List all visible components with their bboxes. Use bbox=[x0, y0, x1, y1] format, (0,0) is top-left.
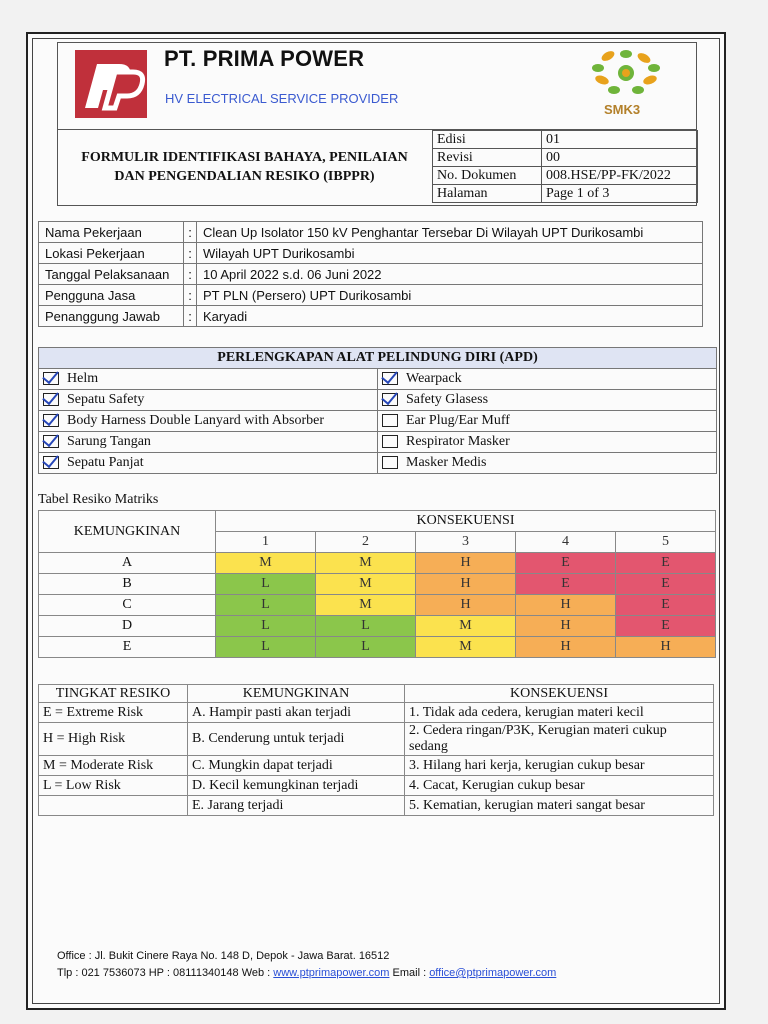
matrix-cell: L bbox=[316, 616, 416, 637]
apd-row bbox=[39, 390, 717, 411]
meta-row bbox=[433, 185, 698, 203]
legend-kemungkinan: D. Kecil kemungkinan terjadi bbox=[188, 776, 405, 796]
apd-checkbox[interactable] bbox=[382, 372, 398, 385]
matrix-col-label: 3 bbox=[416, 532, 516, 553]
apd-item-label: Sepatu Panjat bbox=[67, 455, 144, 470]
matrix-cell: E bbox=[516, 574, 616, 595]
info-key: Pengguna Jasa bbox=[39, 285, 184, 306]
job-info-table bbox=[38, 221, 703, 327]
footer bbox=[57, 948, 556, 982]
meta-key: No. Dokumen bbox=[433, 167, 542, 185]
info-row bbox=[39, 264, 703, 285]
apd-row bbox=[39, 411, 717, 432]
matrix-row-label: A bbox=[39, 553, 216, 574]
apd-item-label: Helm bbox=[67, 371, 99, 386]
website-link[interactable]: www.ptprimapower.com bbox=[273, 967, 390, 979]
legend-konsekuensi: 3. Hilang hari kerja, kerugian cukup besar bbox=[405, 756, 714, 776]
apd-checkbox[interactable] bbox=[382, 435, 398, 448]
matrix-row bbox=[39, 616, 716, 637]
meta-value: 00 bbox=[542, 149, 698, 167]
legend-row bbox=[39, 703, 714, 723]
matrix-cell: M bbox=[316, 574, 416, 595]
apd-item-label: Respirator Masker bbox=[406, 434, 510, 449]
apd-checkbox[interactable] bbox=[382, 456, 398, 469]
meta-value: Page 1 of 3 bbox=[542, 185, 698, 203]
matrix-row-header: KEMUNGKINAN bbox=[39, 511, 216, 553]
matrix-row-label: D bbox=[39, 616, 216, 637]
legend-header: TINGKAT RESIKO bbox=[39, 685, 188, 703]
legend-tingkat: H = High Risk bbox=[39, 723, 188, 756]
legend-konsekuensi: 2. Cedera ringan/P3K, Kerugian materi cukup sedang bbox=[405, 723, 714, 756]
info-separator: : bbox=[184, 285, 197, 306]
matrix-cell: E bbox=[516, 553, 616, 574]
matrix-cell: E bbox=[616, 595, 716, 616]
apd-item-label: Sarung Tangan bbox=[67, 434, 151, 449]
legend-kemungkinan: C. Mungkin dapat terjadi bbox=[188, 756, 405, 776]
legend-kemungkinan: E. Jarang terjadi bbox=[188, 796, 405, 816]
legend-kemungkinan: A. Hampir pasti akan terjadi bbox=[188, 703, 405, 723]
apd-item-label: Masker Medis bbox=[406, 455, 487, 470]
info-key: Penanggung Jawab bbox=[39, 306, 184, 327]
matrix-cell: H bbox=[416, 574, 516, 595]
matrix-cell: M bbox=[216, 553, 316, 574]
meta-row bbox=[433, 167, 698, 185]
matrix-cell: H bbox=[516, 595, 616, 616]
apd-item bbox=[378, 390, 717, 411]
matrix-col-header: KONSEKUENSI bbox=[216, 511, 716, 532]
footer-address: Office : Jl. Bukit Cinere Raya No. 148 D, Depok - Jawa Barat. 16512 bbox=[57, 950, 390, 962]
matrix-cell: L bbox=[216, 637, 316, 658]
footer-phone: Tlp : 021 7536073 HP : 08111340148 Web : bbox=[57, 967, 274, 979]
footer-email-label: Email : bbox=[389, 967, 430, 979]
form-title-line2: DAN PENGENDALIAN RESIKO (IBPPR) bbox=[114, 169, 375, 184]
apd-item bbox=[39, 453, 378, 474]
document-meta-table bbox=[432, 130, 698, 203]
matrix-cell: H bbox=[416, 553, 516, 574]
info-value: Wilayah UPT Durikosambi bbox=[197, 243, 703, 264]
info-value: PT PLN (Persero) UPT Durikosambi bbox=[197, 285, 703, 306]
meta-key: Edisi bbox=[433, 131, 542, 149]
matrix-cell: L bbox=[216, 595, 316, 616]
meta-row bbox=[433, 149, 698, 167]
apd-item-label: Sepatu Safety bbox=[67, 392, 145, 407]
apd-checkbox[interactable] bbox=[43, 414, 59, 427]
risk-matrix bbox=[38, 510, 716, 658]
apd-row bbox=[39, 432, 717, 453]
footer-contact bbox=[57, 965, 556, 982]
legend-row bbox=[39, 756, 714, 776]
matrix-cell: H bbox=[616, 637, 716, 658]
matrix-cell: H bbox=[516, 616, 616, 637]
info-separator: : bbox=[184, 306, 197, 327]
meta-key: Halaman bbox=[433, 185, 542, 203]
meta-value: 008.HSE/PP-FK/2022 bbox=[542, 167, 698, 185]
apd-item bbox=[39, 390, 378, 411]
legend-kemungkinan: B. Cenderung untuk terjadi bbox=[188, 723, 405, 756]
matrix-col-label: 2 bbox=[316, 532, 416, 553]
apd-checkbox[interactable] bbox=[43, 456, 59, 469]
legend-row bbox=[39, 723, 714, 756]
legend-konsekuensi: 1. Tidak ada cedera, kerugian materi kecil bbox=[405, 703, 714, 723]
matrix-cell: H bbox=[416, 595, 516, 616]
apd-item bbox=[39, 432, 378, 453]
matrix-cell: L bbox=[316, 637, 416, 658]
matrix-cell: L bbox=[216, 616, 316, 637]
legend-tingkat: E = Extreme Risk bbox=[39, 703, 188, 723]
legend-row bbox=[39, 796, 714, 816]
legend-header: KEMUNGKINAN bbox=[188, 685, 405, 703]
form-title bbox=[57, 148, 432, 186]
meta-row bbox=[433, 131, 698, 149]
matrix-row-label: E bbox=[39, 637, 216, 658]
apd-item bbox=[378, 432, 717, 453]
matrix-title: Tabel Resiko Matriks bbox=[38, 492, 159, 507]
matrix-row bbox=[39, 637, 716, 658]
matrix-cell: M bbox=[416, 637, 516, 658]
smk3-label: SMK3 bbox=[604, 102, 641, 117]
legend-row bbox=[39, 776, 714, 796]
info-separator: : bbox=[184, 243, 197, 264]
info-row bbox=[39, 306, 703, 327]
matrix-row-label: B bbox=[39, 574, 216, 595]
matrix-cell: H bbox=[516, 637, 616, 658]
matrix-col-label: 5 bbox=[616, 532, 716, 553]
info-separator: : bbox=[184, 264, 197, 285]
info-key: Nama Pekerjaan bbox=[39, 222, 184, 243]
matrix-row bbox=[39, 553, 716, 574]
apd-title: PERLENGKAPAN ALAT PELINDUNG DIRI (APD) bbox=[39, 348, 717, 369]
matrix-row-label: C bbox=[39, 595, 216, 616]
info-value: 10 April 2022 s.d. 06 Juni 2022 bbox=[197, 264, 703, 285]
legend-tingkat: M = Moderate Risk bbox=[39, 756, 188, 776]
matrix-cell: M bbox=[316, 553, 416, 574]
matrix-col-label: 4 bbox=[516, 532, 616, 553]
info-row bbox=[39, 222, 703, 243]
meta-key: Revisi bbox=[433, 149, 542, 167]
legend-header: KONSEKUENSI bbox=[405, 685, 714, 703]
matrix-cell: M bbox=[416, 616, 516, 637]
legend-tingkat: L = Low Risk bbox=[39, 776, 188, 796]
matrix-cell: E bbox=[616, 553, 716, 574]
apd-table bbox=[38, 347, 717, 474]
info-row bbox=[39, 243, 703, 264]
info-value: Karyadi bbox=[197, 306, 703, 327]
info-row bbox=[39, 285, 703, 306]
matrix-cell: L bbox=[216, 574, 316, 595]
apd-checkbox[interactable] bbox=[382, 414, 398, 427]
apd-item bbox=[378, 369, 717, 390]
apd-checkbox[interactable] bbox=[382, 393, 398, 406]
matrix-col-label: 1 bbox=[216, 532, 316, 553]
apd-item-label: Wearpack bbox=[406, 371, 462, 386]
apd-item-label: Safety Glasess bbox=[406, 392, 489, 407]
apd-checkbox[interactable] bbox=[43, 435, 59, 448]
matrix-cell: E bbox=[616, 574, 716, 595]
info-key: Tanggal Pelaksanaan bbox=[39, 264, 184, 285]
smk3-logo bbox=[588, 46, 668, 118]
company-name: PT. PRIMA POWER bbox=[164, 46, 365, 71]
legend-konsekuensi: 5. Kematian, kerugian materi sangat besar bbox=[405, 796, 714, 816]
legend-tingkat bbox=[39, 796, 188, 816]
apd-checkbox[interactable] bbox=[43, 372, 59, 385]
apd-item bbox=[39, 411, 378, 432]
apd-item bbox=[378, 411, 717, 432]
apd-item-label: Ear Plug/Ear Muff bbox=[406, 413, 510, 428]
apd-item bbox=[39, 369, 378, 390]
apd-checkbox[interactable] bbox=[43, 393, 59, 406]
company-tagline: HV ELECTRICAL SERVICE PROVIDER bbox=[165, 91, 399, 106]
apd-row bbox=[39, 453, 717, 474]
apd-row bbox=[39, 369, 717, 390]
legend-konsekuensi: 4. Cacat, Kerugian cukup besar bbox=[405, 776, 714, 796]
matrix-cell: E bbox=[616, 616, 716, 637]
info-value: Clean Up Isolator 150 kV Penghantar Tersebar Di Wilayah UPT Durikosambi bbox=[197, 222, 703, 243]
info-separator: : bbox=[184, 222, 197, 243]
matrix-cell: M bbox=[316, 595, 416, 616]
apd-item bbox=[378, 453, 717, 474]
email-link[interactable]: office@ptprimapower.com bbox=[429, 967, 557, 979]
form-title-line1: FORMULIR IDENTIFIKASI BAHAYA, PENILAIAN bbox=[81, 150, 408, 165]
meta-value: 01 bbox=[542, 131, 698, 149]
risk-legend-table bbox=[38, 684, 714, 816]
matrix-row bbox=[39, 574, 716, 595]
company-logo bbox=[75, 50, 147, 118]
info-key: Lokasi Pekerjaan bbox=[39, 243, 184, 264]
matrix-row bbox=[39, 595, 716, 616]
apd-item-label: Body Harness Double Lanyard with Absorber bbox=[67, 413, 325, 428]
